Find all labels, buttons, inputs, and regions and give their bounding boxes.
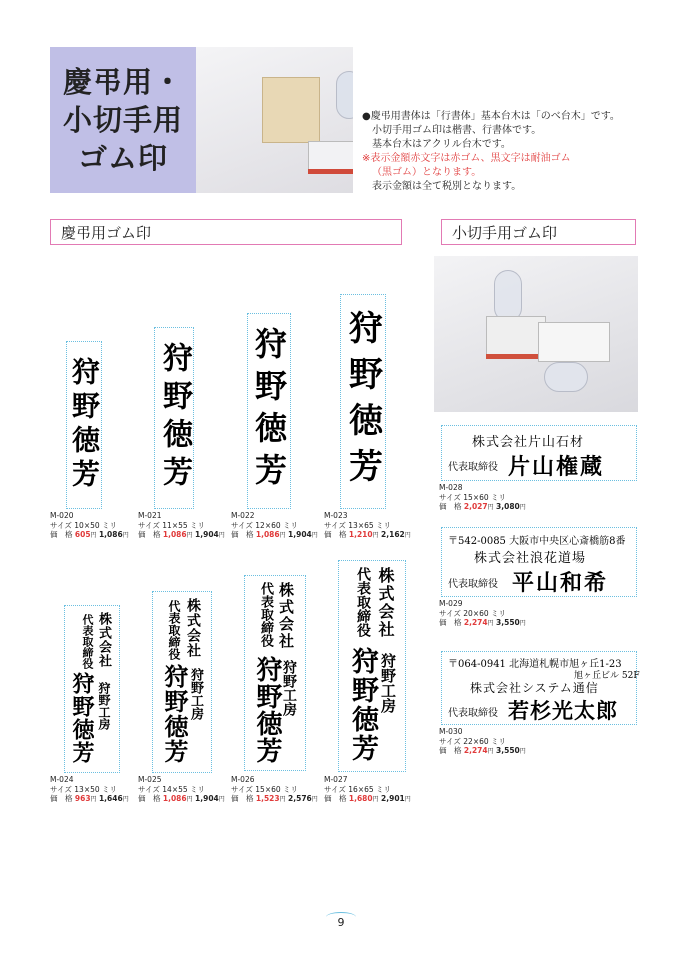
stamp-office: 狩野工房: [281, 660, 297, 716]
category-title: [50, 47, 196, 193]
note-line: 基本台木はアクリル台木です。: [372, 139, 511, 150]
stamp-name: 狩野徳芳: [69, 672, 95, 764]
item-price: 価 格 963円 1,646円: [50, 794, 129, 803]
stamp-company: 株式会社: [376, 567, 395, 639]
rubber-face: [486, 354, 546, 359]
stamp-title: 代表取締役: [81, 614, 94, 669]
item-size: サイズ 10×50 ミリ: [50, 520, 118, 530]
stamp-m026: [244, 575, 306, 771]
acrylic-knob: [544, 362, 588, 392]
stamp-name: 狩野徳芳: [347, 647, 378, 763]
item-price: 価 格 1,210円 2,162円: [324, 530, 411, 539]
item-code: M-024: [50, 775, 74, 784]
acrylic-stamp: [486, 316, 546, 356]
caption-m028: [439, 483, 526, 513]
stamp-m030: [441, 651, 640, 725]
item-price: 価 格 1,086円 1,904円: [138, 530, 225, 539]
stamp-company: 株式会社片山石材: [472, 435, 585, 450]
item-size: サイズ 16×65 ミリ: [324, 784, 392, 794]
stamp-company: 株式会社浪花道場: [474, 551, 587, 566]
item-size: サイズ 20×60 ミリ: [439, 608, 507, 618]
item-price: 価 格 605円 1,086円: [50, 530, 129, 539]
stamp-address: 〒064-0941 北海道札幌市旭ヶ丘1-23: [448, 659, 622, 670]
item-size: サイズ 12×60 ミリ: [231, 520, 299, 530]
caption-m030: [439, 727, 526, 757]
caption-m024: [50, 775, 129, 805]
section-header-keicho: 慶弔用ゴム印: [50, 219, 402, 245]
item-size: サイズ 15×60 ミリ: [439, 492, 507, 502]
stamp-office: 狩野工房: [188, 668, 203, 720]
stamp-company: 株式会社: [185, 598, 201, 658]
stamp-photo: [196, 47, 353, 193]
item-size: サイズ 13×50 ミリ: [50, 784, 118, 794]
caption-m022: [231, 511, 318, 541]
section-header-kogitte: 小切手用ゴム印: [441, 219, 636, 245]
wooden-stamp: [262, 77, 320, 143]
item-code: M-025: [138, 775, 162, 784]
item-code: M-021: [138, 511, 162, 520]
caption-m023: [324, 511, 411, 541]
caption-m026: [231, 775, 318, 805]
title-line-3: ゴム印: [77, 141, 168, 175]
stamp-m023: 狩野徳芳: [340, 294, 386, 509]
stamp-m022: 狩野徳芳: [247, 313, 291, 509]
item-size: サイズ 14×55 ミリ: [138, 784, 206, 794]
acrylic-knob: [336, 71, 353, 119]
stamp-name: 若杉光太郎: [508, 698, 618, 723]
stamp-name: 狩野徳芳: [252, 656, 282, 764]
page-number: 9: [337, 916, 345, 929]
item-code: M-026: [231, 775, 255, 784]
item-code: M-027: [324, 775, 348, 784]
item-price: 価 格 2,274円 3,550円: [439, 746, 526, 755]
stamp-company: 株式会社システム通信: [470, 681, 599, 695]
item-size: サイズ 11×55 ミリ: [138, 520, 206, 530]
stamp-title: 代表取締役: [448, 708, 498, 719]
item-price: 価 格 1,680円 2,901円: [324, 794, 411, 803]
acrylic-stamp: [308, 141, 353, 171]
stamp-office: 狩野工房: [97, 682, 111, 730]
item-price: 価 格 1,523円 2,576円: [231, 794, 318, 803]
stamp-m020: 狩野徳芳: [66, 341, 102, 509]
note-line: （黒ゴム）となります。: [372, 167, 482, 178]
title-line-2: 小切手用: [62, 103, 183, 137]
stamp-m029: [441, 527, 637, 597]
stamp-name: 狩野徳芳: [160, 664, 189, 764]
item-size: サイズ 15×60 ミリ: [231, 784, 299, 794]
caption-m020: [50, 511, 129, 541]
rubber-face: [308, 169, 353, 174]
stamp-m024: [64, 605, 120, 773]
stamp-title: 代表取締役: [448, 579, 498, 590]
note-line: 表示金額は全て税別となります。: [372, 181, 522, 192]
item-price: 価 格 2,274円 3,550円: [439, 618, 526, 627]
stamp-office: 狩野工房: [379, 653, 397, 713]
item-code: M-023: [324, 511, 348, 520]
notes: [362, 110, 662, 194]
stamp-m027: [338, 560, 406, 772]
item-code: M-029: [439, 599, 463, 608]
stamp-address: 〒542-0085 大阪市中央区心斎橋筋8番: [448, 536, 626, 547]
check-stamp-photo: [434, 256, 638, 412]
stamp-name: 平山和希: [512, 570, 609, 596]
item-code: M-028: [439, 483, 463, 492]
item-code: M-022: [231, 511, 255, 520]
stamp-m028: [441, 425, 637, 481]
acrylic-stamp: [538, 322, 610, 362]
header-banner: [50, 47, 353, 193]
note-line: ※表示金額赤文字は赤ゴム、黒文字は耐油ゴム: [362, 153, 571, 164]
title-line-1: 慶弔用・: [62, 65, 183, 99]
note-line: 小切手用ゴム印は楷書、行書体です。: [372, 125, 542, 136]
stamp-title: 代表取締役: [448, 462, 498, 473]
acrylic-knob: [494, 270, 522, 322]
stamp-title: 代表取締役: [258, 582, 273, 647]
note-line: ●慶弔用書体は「行書体」基本台木は「のべ台木」です。: [362, 111, 620, 122]
stamp-company: 株式会社: [277, 582, 295, 650]
item-price: 価 格 2,027円 3,080円: [439, 502, 526, 511]
stamp-m021: 狩野徳芳: [154, 327, 194, 509]
caption-m025: [138, 775, 225, 805]
caption-m027: [324, 775, 411, 805]
stamp-title: 代表取締役: [355, 567, 371, 637]
item-code: M-020: [50, 511, 74, 520]
stamp-address-building: 旭ヶ丘ビル 52F: [574, 671, 640, 681]
stamp-name: 片山権蔵: [508, 454, 605, 480]
stamp-title: 代表取締役: [167, 600, 181, 660]
stamp-m025: [152, 591, 212, 773]
stamp-company: 株式会社: [96, 612, 111, 668]
item-price: 価 格 1,086円 1,904円: [138, 794, 225, 803]
item-size: サイズ 13×65 ミリ: [324, 520, 392, 530]
item-code: M-030: [439, 727, 463, 736]
item-size: サイズ 22×60 ミリ: [439, 736, 507, 746]
caption-m021: [138, 511, 225, 541]
item-price: 価 格 1,086円 1,904円: [231, 530, 318, 539]
caption-m029: [439, 599, 526, 629]
